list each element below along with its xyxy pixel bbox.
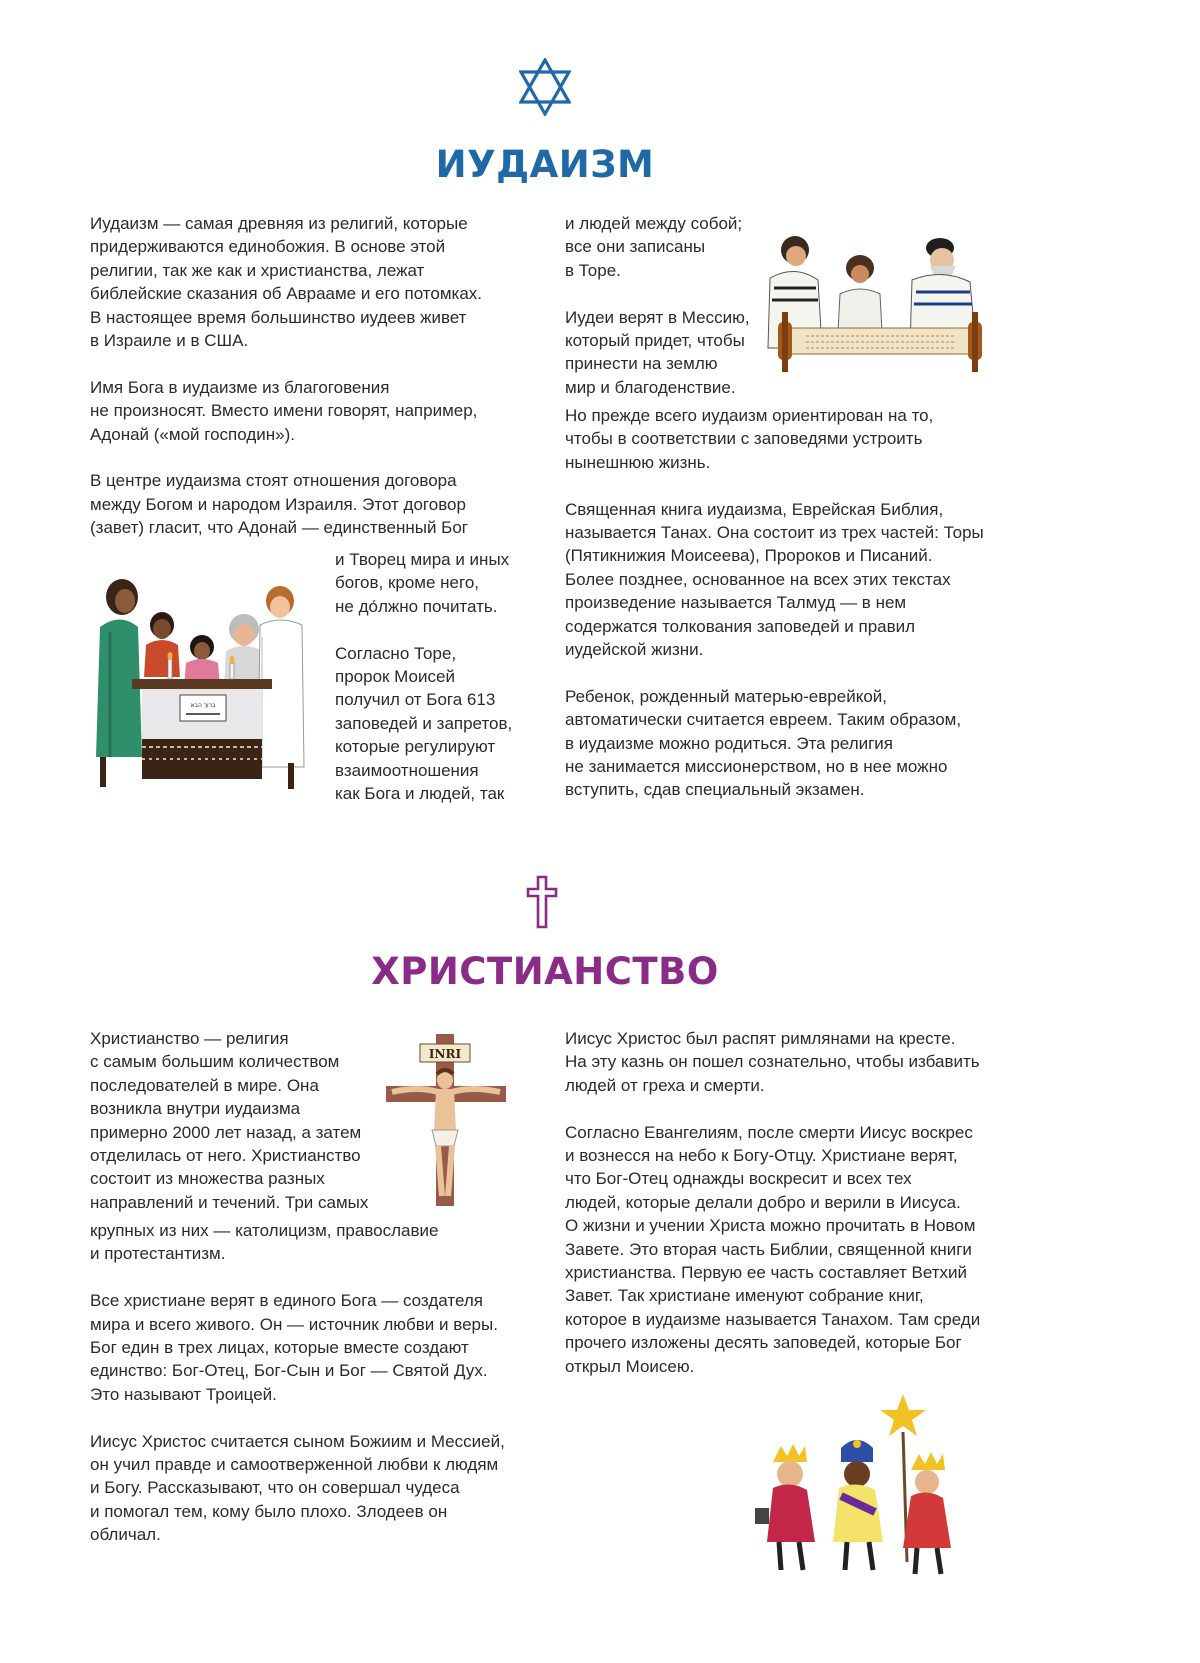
text-line: На эту казнь он пошел сознательно, чтобы избавить: [565, 1052, 980, 1072]
text-line: состоит из множества разных: [90, 1169, 325, 1189]
text-line: Более позднее, основанное на всех этих текстах: [565, 569, 951, 589]
text-line: библейские сказания об Аврааме и его потомках.: [90, 284, 483, 304]
text-line: христианства. Первую ее часть составляет Ветхий: [565, 1263, 968, 1282]
text-line: которое в иудаизме называется Танахом. Там среди: [565, 1309, 981, 1329]
text-line: не до́лжно почитать.: [335, 596, 498, 616]
text-line: произведение называется Талмуд — в нем: [565, 593, 907, 613]
text-line: иудейской жизни.: [565, 640, 704, 659]
text-line: обличал.: [90, 1525, 161, 1545]
text-line: Иисус Христос считается сыном Божиим и Мессией,: [90, 1431, 505, 1451]
inri-sign-text: INRI: [428, 1047, 462, 1061]
text-line: он учил правде и самоотверженной любви к людям: [90, 1455, 499, 1474]
text-line: примерно 2000 лет назад, а затем: [90, 1122, 362, 1142]
text-line: последователей в мире. Она: [90, 1075, 319, 1095]
text-line: вступить, сдав специальный экзамен.: [565, 780, 865, 800]
christianity-title: ХРИСТИАНСТВО: [371, 950, 719, 993]
text-line: отделилась от него. Христианство: [90, 1146, 361, 1165]
text-line: которые регулируют: [335, 737, 496, 757]
text-line: мира и всего живого. Он — источник любви и веры.: [90, 1314, 498, 1334]
text-line: придерживаются единобожия. В основе этой: [90, 237, 446, 257]
cross-icon: [526, 875, 558, 929]
text-line: Но прежде всего иудаизм ориентирован на то,: [565, 406, 934, 425]
text-line: получил от Бога 613: [335, 690, 496, 710]
text-line: в Торе.: [565, 260, 621, 280]
text-line: пророк Моисей: [335, 667, 455, 686]
text-line: все они записаны: [565, 237, 706, 257]
text-line: Все христиане верят в единого Бога — создателя: [90, 1291, 483, 1311]
text-line: нынешнюю жизнь.: [565, 452, 711, 472]
text-line: возникла внутри иудаизма: [90, 1099, 301, 1119]
text-line: что Бог-Отец однажды воскресит и всех тех: [565, 1169, 912, 1189]
text-line: Христианство — религия: [90, 1029, 289, 1048]
table-sign-text: ברוך הבא: [190, 702, 216, 709]
text-line: Иудеи верят в Мессию,: [565, 307, 750, 327]
text-line: с самым большим количеством: [90, 1052, 340, 1072]
text-line: в иудаизме можно родиться. Эта религия: [565, 733, 894, 753]
text-line: людей, которые делали добро и верили в Иисуса.: [565, 1192, 961, 1212]
text-line: Согласно Евангелиям, после смерти Иисус воскрес: [565, 1122, 973, 1142]
text-line: (завет) гласит, что Адонай — единственный Бог: [90, 518, 468, 538]
text-line: и Творец мира и иных: [335, 550, 510, 569]
text-line: Это называют Троицей.: [90, 1384, 277, 1404]
text-line: и помогал тем, кому было плохо. Злодеев он: [90, 1501, 448, 1521]
text-line: заповедей и запретов,: [335, 713, 513, 733]
text-line: Иисус Христос был распят римлянами на кресте.: [565, 1029, 956, 1048]
family-dinner-illustration: [80, 567, 305, 792]
text-line: как Бога и людей, так: [335, 784, 505, 803]
text-line: не занимается миссионерством, но в нее можно: [565, 757, 948, 776]
text-line: называется Танах. Она состоит из трех частей: Торы: [565, 523, 984, 542]
text-line: людей от греха и смерти.: [565, 1075, 765, 1095]
text-line: (Пятикнижия Моисеева), Пророков и Писаний.: [565, 546, 933, 566]
text-line: Ребенок, рожденный матерью-еврейкой,: [565, 686, 887, 706]
text-line: мир и благоденствие.: [565, 377, 736, 397]
text-line: в Израиле и в США.: [90, 331, 249, 350]
three-kings-illustration: [745, 1392, 990, 1592]
text-line: Имя Бога в иудаизме из благоговения: [90, 377, 390, 397]
text-line: Завет. Так христиане именуют собрание книг,: [565, 1286, 924, 1306]
text-line: принести на землю: [565, 354, 718, 374]
text-line: открыл Моисею.: [565, 1356, 695, 1376]
text-line: который придет, чтобы: [565, 331, 745, 350]
text-line: религии, так же как и христианства, лежат: [90, 260, 425, 280]
text-line: Согласно Торе,: [335, 643, 457, 663]
text-line: богов, кроме него,: [335, 573, 480, 593]
text-line: взаимоотношения: [335, 760, 479, 780]
text-line: не произносят. Вместо имени говорят, например,: [90, 401, 478, 421]
text-line: чтобы в соответствии с заповедями устроить: [565, 429, 923, 449]
text-line: между Богом и народом Израиля. Этот договор: [90, 494, 466, 514]
text-line: Иудаизм — самая древняя из религий, которые: [90, 214, 468, 233]
text-line: В центре иудаизма стоят отношения договора: [90, 471, 457, 491]
text-line: О жизни и учении Христа можно прочитать в Новом: [565, 1216, 976, 1236]
text-line: Завете. Это вторая часть Библии, священной книги: [565, 1239, 972, 1259]
text-line: крупных из них — католицизм, православие: [90, 1221, 439, 1240]
crucifix-illustration: [378, 1028, 513, 1208]
judaism-title: ИУДАИЗМ: [435, 143, 655, 186]
torah-reading-illustration: [760, 228, 1005, 378]
text-line: содержатся толкования заповедей и правил: [565, 616, 916, 636]
text-line: автоматически считается евреем. Таким образом,: [565, 710, 962, 730]
text-line: и Богу. Рассказывают, что он совершал чудеса: [90, 1478, 460, 1498]
star-of-david-icon: [519, 58, 571, 116]
text-line: Бог един в трех лицах, которые вместе создают: [90, 1338, 469, 1357]
text-line: единство: Бог-Отец, Бог-Сын и Бог — Святой Дух.: [90, 1361, 488, 1381]
text-line: и протестантизм.: [90, 1244, 226, 1264]
text-line: и людей между собой;: [565, 214, 743, 233]
text-line: прочего изложены десять заповедей, которые Бог: [565, 1333, 962, 1353]
text-line: направлений и течений. Три самых: [90, 1192, 369, 1212]
text-line: Адонай («мой господин»).: [90, 424, 295, 444]
text-line: и вознесся на небо к Богу-Отцу. Христиане верят,: [565, 1146, 958, 1165]
text-line: В настоящее время большинство иудеев живет: [90, 307, 467, 327]
text-line: Священная книга иудаизма, Еврейская Библия,: [565, 499, 944, 519]
